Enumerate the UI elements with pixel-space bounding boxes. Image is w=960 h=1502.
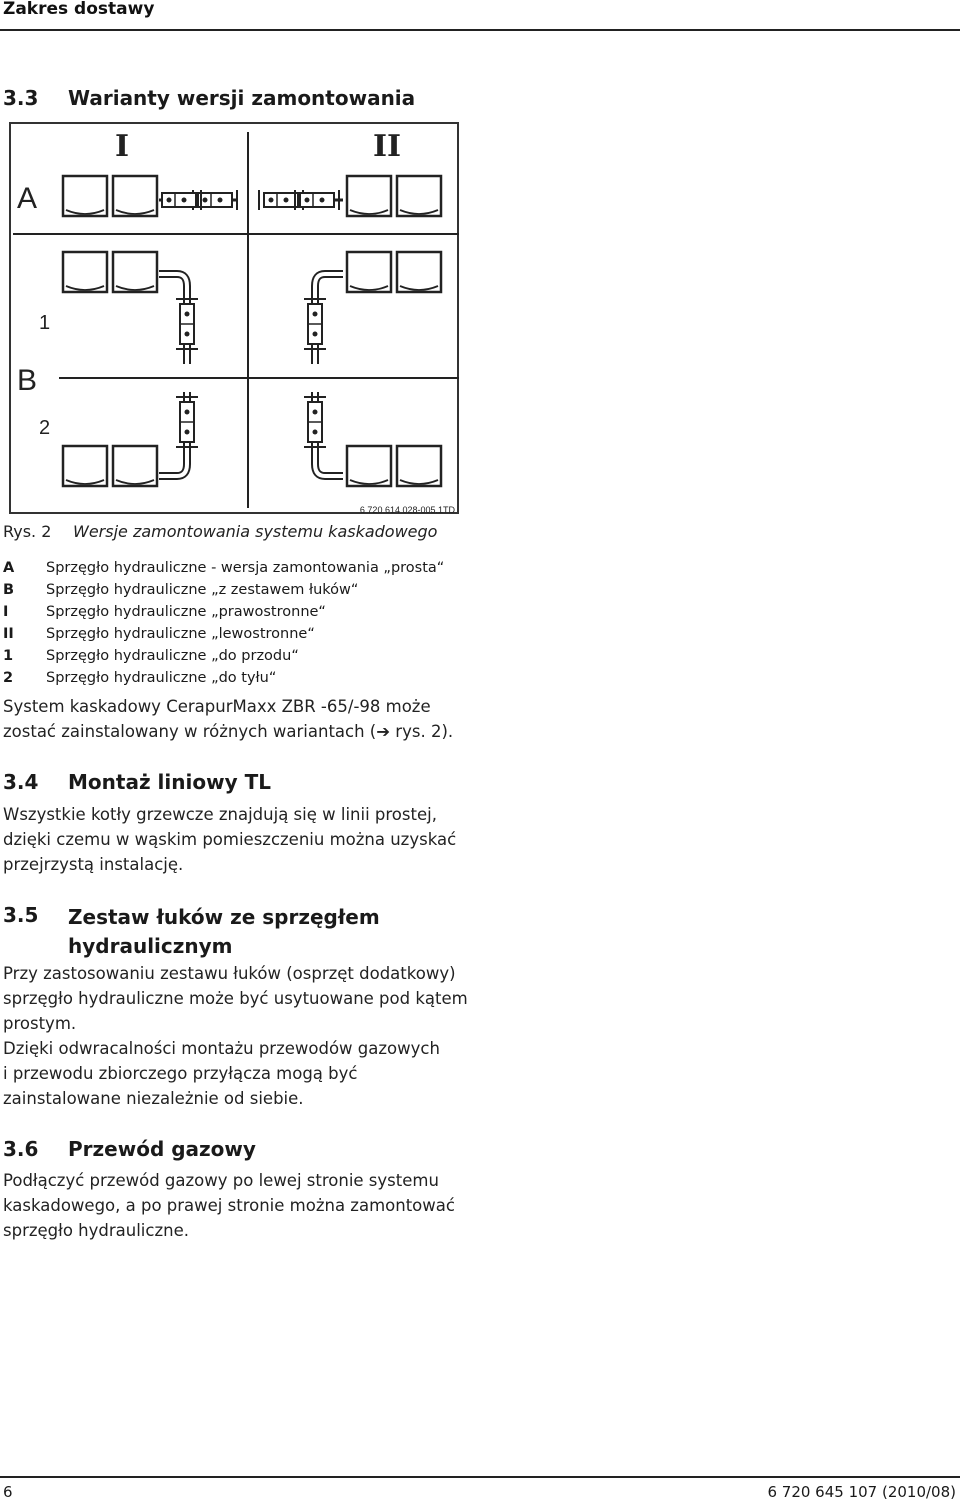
legend-row [3, 579, 444, 601]
legend-key: B [3, 582, 15, 598]
legend-text: Sprzęgło hydrauliczne „do tyłu“ [46, 670, 277, 686]
body-line: Dzięki odwracalności montażu przewodów gazowych [3, 1039, 440, 1058]
legend-key: 1 [3, 648, 14, 664]
legend-row [3, 667, 444, 689]
section-3-6-number: 3.6 [3, 1137, 39, 1161]
body-line: Wszystkie kotły grzewcze znajdują się w linii prostej, [3, 805, 437, 824]
body-line: Przy zastosowaniu zestawu łuków (osprzęt dodatkowy) [3, 964, 456, 983]
legend-text: Sprzęgło hydrauliczne „lewostronne“ [46, 626, 315, 642]
legend-key: II [3, 626, 14, 642]
header-title: Zakres dostawy [3, 0, 155, 19]
figure-label-col-I: I [115, 129, 130, 164]
figure-label-row-A: A [17, 182, 38, 215]
legend-text: Sprzęgło hydrauliczne „z zestawem łuków“ [46, 582, 359, 598]
intro-line: System kaskadowy CerapurMaxx ZBR -65/-98 może [3, 697, 431, 716]
body-line: zainstalowane niezależnie od siebie. [3, 1089, 304, 1108]
figure-code: 6 720 614 028-005.1TD [359, 505, 455, 515]
figure-caption-text: Wersje zamontowania systemu kaskadowego [73, 522, 438, 541]
section-3-5-title-line: Zestaw łuków ze sprzęgłem [68, 905, 380, 929]
section-3-4-body [3, 802, 456, 877]
body-line: Podłączyć przewód gazowy po lewej stronie systemu [3, 1171, 439, 1190]
cascade-diagram [11, 124, 461, 516]
section-3-5-body [3, 961, 468, 1111]
section-3-6-title: Przewód gazowy [68, 1137, 256, 1161]
section-3-3-title: Warianty wersji zamontowania [68, 86, 416, 110]
section-3-4-title: Montaż liniowy TL [68, 770, 271, 794]
figure-label-1: 1 [39, 312, 51, 334]
legend-key: I [3, 604, 9, 620]
body-line: dzięki czemu w wąskim pomieszczeniu można uzyskać [3, 830, 457, 849]
legend-row [3, 557, 444, 579]
cascade-figure [9, 122, 459, 514]
intro-line: zostać zainstalowany w różnych wariantach (➔ rys. 2). [3, 722, 454, 741]
figure-label-col-II: II [373, 129, 402, 164]
header-rule [0, 29, 960, 31]
legend-key: A [3, 560, 15, 576]
section-3-3-number: 3.3 [3, 86, 39, 110]
legend-text: Sprzęgło hydrauliczne - wersja zamontowania „prosta“ [46, 560, 445, 576]
section-3-4-number: 3.4 [3, 770, 39, 794]
body-line: prostym. [3, 1014, 77, 1033]
section-3-5-title [68, 903, 380, 961]
page-number: 6 [3, 1483, 13, 1501]
legend-row [3, 645, 444, 667]
figure-label-2: 2 [39, 417, 51, 439]
legend-key: 2 [3, 670, 14, 686]
section-3-6-body [3, 1168, 455, 1243]
body-line: sprzęgło hydrauliczne. [3, 1221, 189, 1240]
intro-paragraph [3, 694, 453, 744]
legend-text: Sprzęgło hydrauliczne „prawostronne“ [46, 604, 326, 620]
section-3-5-title-line: hydraulicznym [68, 934, 233, 958]
figure-legend [3, 557, 444, 689]
body-line: i przewodu zbiorczego przyłącza mogą być [3, 1064, 358, 1083]
legend-row [3, 601, 444, 623]
figure-label-row-B: B [17, 364, 38, 397]
body-line: sprzęgło hydrauliczne może być usytuowane pod kątem [3, 989, 468, 1008]
section-3-5-number: 3.5 [3, 903, 39, 927]
legend-text: Sprzęgło hydrauliczne „do przodu“ [46, 648, 299, 664]
figure-caption [3, 522, 437, 541]
figure-caption-label: Rys. 2 [3, 522, 52, 541]
body-line: przejrzystą instalację. [3, 855, 184, 874]
footer-rule [0, 1476, 960, 1478]
body-line: kaskadowego, a po prawej stronie można zamontować [3, 1196, 455, 1215]
legend-row [3, 623, 444, 645]
document-number: 6 720 645 107 (2010/08) [767, 1483, 956, 1501]
